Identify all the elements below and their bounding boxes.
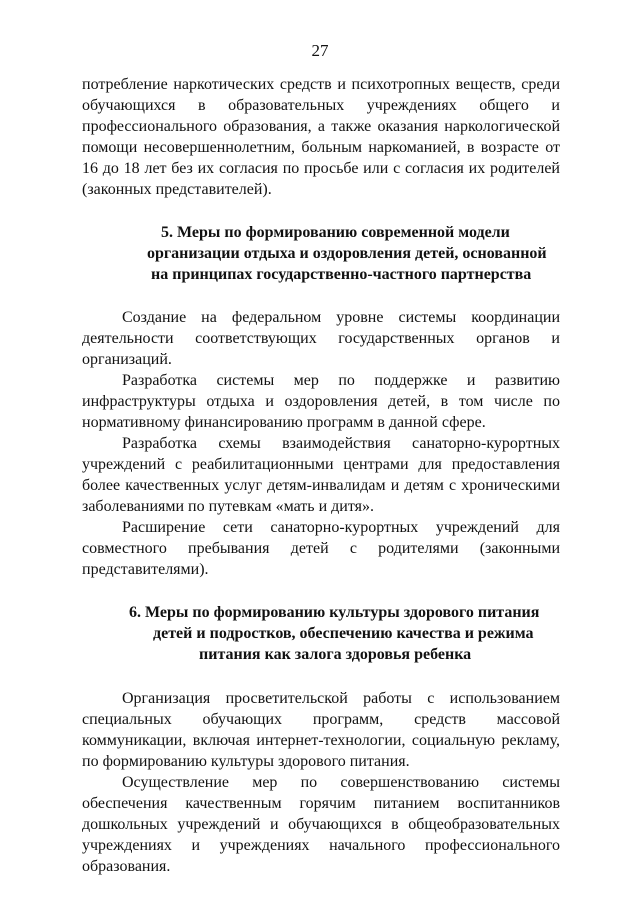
heading-line: питания как залога здоровья ребенка	[199, 646, 472, 663]
text-line: Организация просветительской работы с использованием	[122, 690, 560, 707]
text-line: Разработка схемы взаимодействия санаторно-курортных	[122, 435, 560, 452]
text-line: деятельности соответствующих государственных органов и	[82, 330, 560, 347]
text-line: совместного пребывания детей с родителями (законными	[82, 540, 560, 557]
text-line: образования.	[82, 858, 171, 875]
text-line: коммуникации, включая интернет-технологии, социальную рекламу,	[82, 732, 560, 749]
text-line: Расширение сети санаторно-курортных учреждений для	[122, 519, 560, 536]
text-line: по формированию культуры здорового питания.	[82, 753, 410, 770]
text-line: Создание на федеральном уровне системы координации	[122, 309, 560, 326]
text-line: учреждений с реабилитационными центрами для предоставления	[82, 456, 560, 473]
text-line: специальных обучающих программ, средств массовой	[82, 711, 560, 728]
text-line: инфраструктуры отдыха и оздоровления детей, в том числе по	[82, 393, 560, 410]
text-line: организаций.	[82, 351, 172, 368]
text-line: помощи несовершеннолетним, больным наркоманией, в возрасте от	[82, 139, 560, 156]
text-line: обеспечения качественным горячим питанием воспитанников	[82, 795, 560, 812]
text-line: Осуществление мер по совершенствованию системы	[122, 774, 560, 791]
text-line: 16 до 18 лет без их согласия по просьбе или с согласия их родителей	[82, 160, 560, 177]
text-line: Разработка системы мер по поддержке и развитию	[122, 372, 560, 389]
heading-line: на принципах государственно-частного партнерства	[151, 266, 532, 283]
text-line: более качественных услуг детям-инвалидам и детям с хроническими	[82, 477, 560, 494]
heading-line: 6. Меры по формированию культуры здорового питания	[129, 604, 540, 621]
text-line: потребление наркотических средств и психотропных веществ, среди	[82, 76, 560, 93]
text-line: нормативному финансированию программ в данной сфере.	[82, 414, 486, 431]
text-line: учреждениях и учреждениях начального профессионального	[82, 837, 560, 854]
heading-line: организации отдыха и оздоровления детей, основанной	[147, 245, 547, 262]
page-number: 27	[311, 41, 329, 60]
text-line: обучающихся в образовательных учреждениях общего и	[82, 97, 560, 114]
text-line: представителями).	[82, 561, 209, 578]
text-line: заболеваниями по путевкам «мать и дитя».	[82, 498, 374, 515]
text-line: профессионального образования, а также оказания наркологической	[82, 118, 560, 135]
text-line: (законных представителей).	[82, 181, 272, 198]
text-line: дошкольных учреждений и обучающихся в общеобразовательных	[82, 816, 560, 833]
heading-line: 5. Меры по формированию современной модели	[161, 224, 510, 241]
heading-line: детей и подростков, обеспечению качества и режима	[153, 625, 534, 642]
